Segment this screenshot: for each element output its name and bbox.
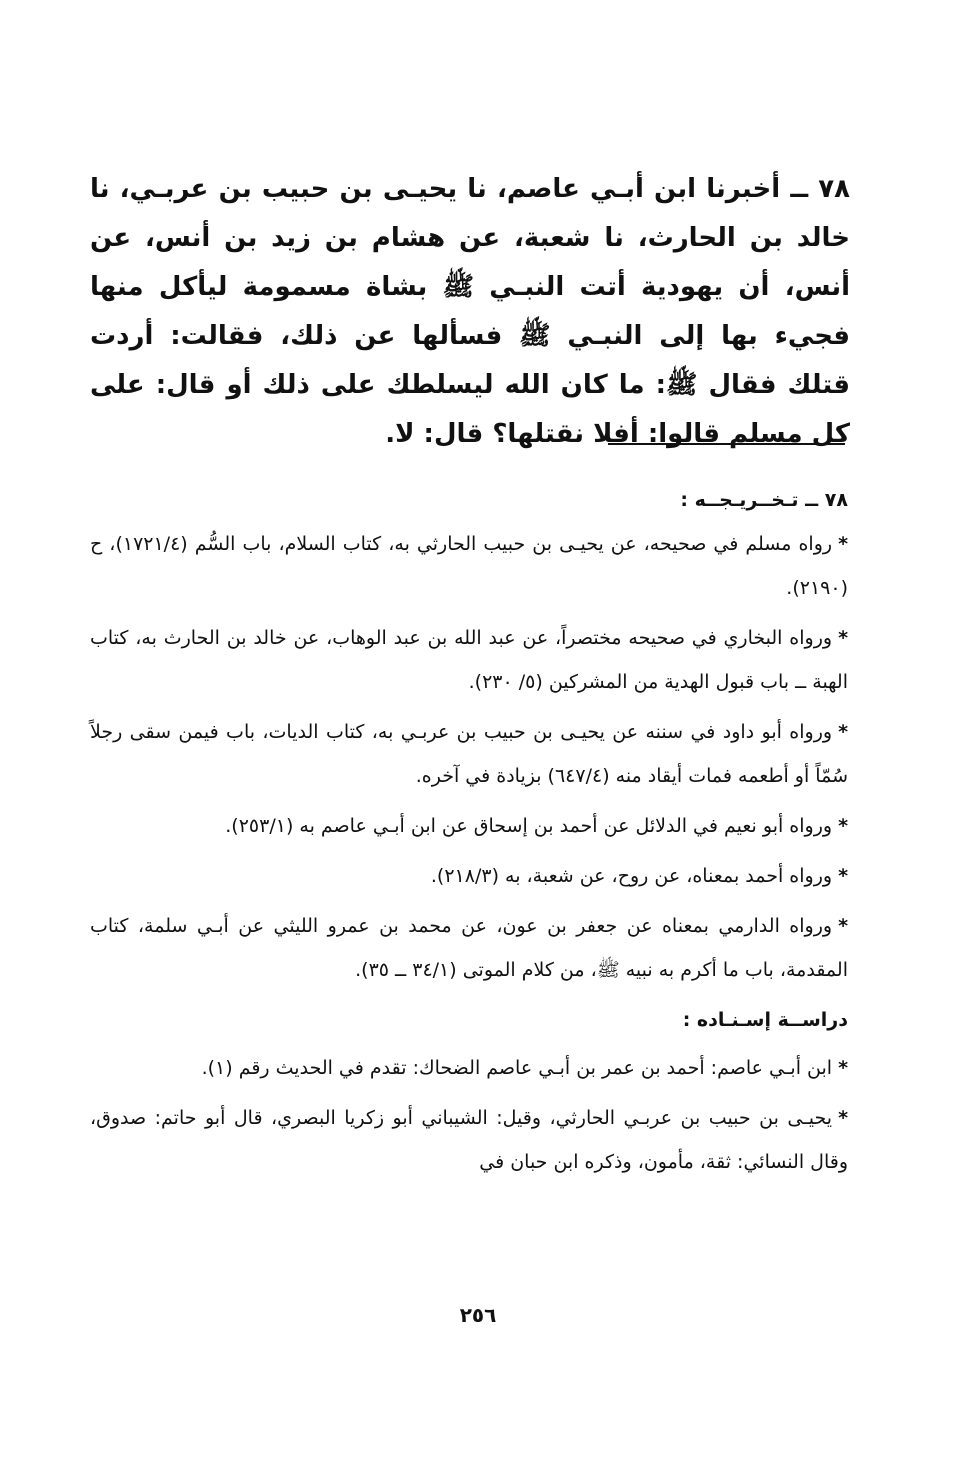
takhrij-item bbox=[90, 904, 848, 992]
bullet-star: * bbox=[838, 865, 848, 887]
dirasa-item bbox=[90, 1096, 848, 1184]
takhrij-item bbox=[90, 710, 848, 798]
takhrij-item bbox=[90, 804, 848, 848]
takhrij-heading: ٧٨ ــ تـخــريـجــه : bbox=[680, 489, 848, 511]
footnotes bbox=[90, 478, 848, 1190]
dirasa-heading: دراســة إسـنـاده : bbox=[682, 1009, 848, 1031]
hadith-text bbox=[90, 165, 850, 459]
takhrij-item bbox=[90, 854, 848, 898]
takhrij-text: رواه مسلم في صحيحه، عن يحيـى بن حبيب الحارثي به، كتاب السلام، باب السُّم (١٧٢١/٤)، ح (٢١٩٠). bbox=[90, 533, 848, 599]
dirasa-text: يحيـى بن حبيب بن عربـي الحارثي، وقيل: الشيباني أبو زكريا البصري، قال أبو حاتم: صدوق، وقال النسائي: ثقة، مأمون، وذكره ابن حبان في bbox=[90, 1107, 848, 1173]
dirasa-text: ابن أبـي عاصم: أحمد بن عمر بن أبـي عاصم الضحاك: تقدم في الحديث رقم (١). bbox=[201, 1057, 833, 1079]
takhrij-text: ورواه أبو نعيم في الدلائل عن أحمد بن إسحاق عن ابن أبـي عاصم به (٢٥٣/١). bbox=[225, 815, 833, 837]
bullet-star: * bbox=[838, 815, 848, 837]
takhrij-item bbox=[90, 522, 848, 610]
takhrij-text: ورواه البخاري في صحيحه مختصراً، عن عبد الله بن عبد الوهاب، عن خالد بن الحارث به، كتاب الهبة ــ باب قبول الهدية من المشركين (٥/ ٢٣٠). bbox=[90, 627, 848, 693]
footnote-separator bbox=[608, 443, 845, 445]
bullet-star: * bbox=[838, 721, 848, 743]
takhrij-text: ورواه الدارمي بمعناه عن جعفر بن عون، عن محمد بن عمرو الليثي عن أبـي سلمة، كتاب المقدمة، باب ما أكرم به نبيه ﷺ، من كلام الموتى (٣٤/١ ــ ٣٥). bbox=[90, 915, 848, 981]
hadith-body: ٧٨ ــ أخبرنا ابن أبـي عاصم، نا يحيـى بن حبيب بن عربـي، نا خالد بن الحارث، نا شعبة، عن هشام بن زيد بن أنس، عن أنس، أن يهودية أتت النبـي ﷺ بشاة مسمومة ليأكل منها فجيء بها إلى النبـي ﷺ فسألها عن ذلك، فقالت: أردت قتلك فقال ﷺ: ما كان الله ليسلطك على ذلك أو قال: على كل مسلم قالوا: أفلا نقتلها؟ قال: لا. bbox=[90, 174, 850, 449]
takhrij-text: ورواه أبو داود في سننه عن يحيـى بن حبيب بن عربـي به، كتاب الديات، باب فيمن سقى رجلاً سُمّاً أو أطعمه فمات أيقاد منه (٦٤٧/٤) بزيادة في آخره. bbox=[90, 721, 848, 787]
bullet-star: * bbox=[838, 533, 848, 555]
bullet-star: * bbox=[838, 1057, 848, 1079]
page-number: ٢٥٦ bbox=[459, 1303, 497, 1327]
bullet-star: * bbox=[838, 915, 848, 937]
takhrij-item bbox=[90, 616, 848, 704]
dirasa-item bbox=[90, 1046, 848, 1090]
bullet-star: * bbox=[838, 627, 848, 649]
takhrij-text: ورواه أحمد بمعناه، عن روح، عن شعبة، به (٢١٨/٣). bbox=[430, 865, 833, 887]
bullet-star: * bbox=[838, 1107, 848, 1129]
